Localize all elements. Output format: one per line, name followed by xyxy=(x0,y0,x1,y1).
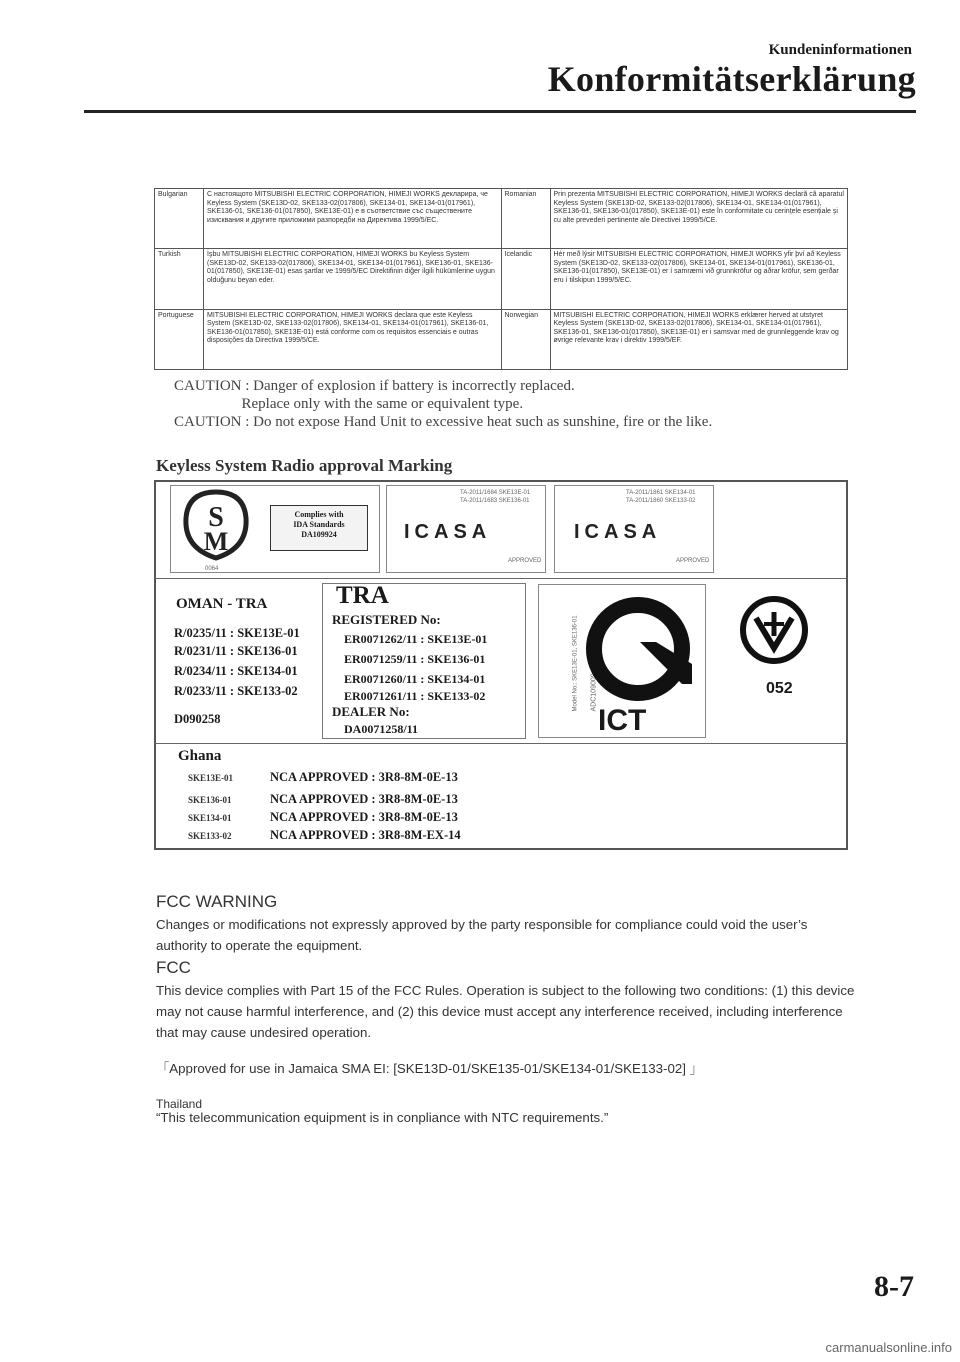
tra-dealer-label: DEALER No: xyxy=(332,704,410,719)
fcc-text: This device complies with Part 15 of the FCC Rules. Operation is subject to the following two conditions: (1) this device may not cause harmful interference, and (2) this device must accept any interference received, including interference that may cause undesired operation. xyxy=(156,983,855,1040)
page-number: 8-7 xyxy=(874,1270,914,1303)
ict-side-code: ADC109009 xyxy=(590,673,598,712)
fcc-title: FCC xyxy=(156,958,191,977)
lang-cell: Romanian xyxy=(501,189,550,249)
declaration-cell: MITSUBISHI ELECTRIC CORPORATION, HIMEJI WORKS erklærer herved at utstyret Keyless System (SKE13D-02, SKE133-02(017806), SKE134-01, SKE134-01(017961), SKE136-01, SKE136-01(017850), SKE13E-01) er i samsvar med de grunnleggende krav og øvrige relevante krav i direktiv 1999/5/EF. xyxy=(550,309,848,369)
ghana-nca: NCA APPROVED : 3R8-8M-EX-14 xyxy=(270,828,461,842)
ghana-nca: NCA APPROVED : 3R8-8M-0E-13 xyxy=(270,792,458,806)
fcc-warning-text: Changes or modifications not expressly approved by the party responsible for compliance could void the user’s authority to operate the equipment. xyxy=(156,917,808,953)
declaration-table xyxy=(154,188,848,370)
approved-text: APPROVED xyxy=(508,558,542,564)
svg-text:M: M xyxy=(203,527,229,556)
ukraine-code: 052 xyxy=(766,680,793,697)
page-title: Konformitätserklärung xyxy=(547,59,916,99)
declaration-cell: Prin prezenta MITSUBISHI ELECTRIC CORPORATION, HIMEJI WORKS declară că aparatul Keyless System (SKE13D-02, SKE133-02(017806), SKE134-01, SKE134-01(017961), SKE136-01, SKE136-01(017850), SKE13E-01) este în conformitate cu cerințele esențiale și cu alte prevederi pertinente ale Directivei 1999/5/CE. xyxy=(550,189,848,249)
lang-cell: Norwegian xyxy=(501,309,550,369)
declaration-cell: İşbu MITSUBISHI ELECTRIC CORPORATION, HIMEJI WORKS bu Keyless System (SKE13D-02, SKE133-02(017806), SKE134-01, SKE134-01(017961), SKE136-01, SKE136-01(017850), SKE13E-01) esas şartlar ve 1999/5/EC Direktifinin diğer ilgili hükümlerine uygun olduğunu beyan eder. xyxy=(204,249,502,309)
oman-line: R/0234/11 : SKE134-01 xyxy=(174,664,298,678)
watermark: carmanualsonline.info xyxy=(825,1340,952,1355)
approved-text: APPROVED xyxy=(676,558,710,564)
lang-cell: Bulgarian xyxy=(155,189,204,249)
ghana-nca: NCA APPROVED : 3R8-8M-0E-13 xyxy=(270,810,458,824)
declaration-cell: MITSUBISHI ELECTRIC CORPORATION, HIMEJI WORKS declara que este Keyless System (SKE13D-02, SKE133-02(017806), SKE134-01, SKE134-01(017961), SKE136-01, SKE136-01(017850), SKE13E-01) está conforme com os requisitos essenciais e outras disposições da Directiva 1999/5/CE. xyxy=(204,309,502,369)
table-row xyxy=(155,189,848,249)
oman-line: R/0235/11 : SKE13E-01 xyxy=(174,626,300,640)
oman-dealer: D090258 xyxy=(174,712,221,726)
ict-logo-icon xyxy=(582,594,694,704)
tra-line: ER0071260/11 : SKE134-01 xyxy=(344,672,486,686)
oman-title: OMAN - TRA xyxy=(176,596,268,612)
ghana-code: SKE134-01 xyxy=(188,813,232,823)
tra-dealer-no: DA0071258/11 xyxy=(344,722,419,736)
fcc-warning-title: FCC WARNING xyxy=(156,892,278,911)
thailand-title: Thailand xyxy=(156,1097,203,1111)
ict-label: ICT xyxy=(598,704,647,737)
icasa-line: TA-2011/1861 SKE134-01 xyxy=(626,490,696,496)
complies-line: IDA Standards xyxy=(293,520,345,529)
tra-line: ER0071261/11 : SKE133-02 xyxy=(344,689,486,703)
icasa-line: TA-2011/1860 SKE133-02 xyxy=(626,498,696,504)
tra-registered-label: REGISTERED No: xyxy=(332,612,441,627)
oman-line: R/0231/11 : SKE136-01 xyxy=(174,644,298,658)
table-row xyxy=(155,309,848,369)
complies-line: Complies with xyxy=(294,510,344,519)
jamaica-approval: 「Approved for use in Jamaica SMA EI: [SKE13D-01/SKE135-01/SKE134-01/SKE133-02] 」 xyxy=(156,1061,703,1076)
lang-cell: Icelandic xyxy=(501,249,550,309)
table-row xyxy=(155,249,848,309)
declaration-cell: Hér með lýsir MITSUBISHI ELECTRIC CORPORATION, HIMEJI WORKS yfir því að Keyless System (SKE13D-02, SKE133-02(017806), SKE134-01, SKE134-01(017961), SKE136-01, SKE136-01(017850), SKE13E-01) er í samræmi við grunnkröfur og aðrar kröfur, sem gerðar eru í tilskipun 1999/5/EC. xyxy=(550,249,848,309)
icasa-line: TA-2011/1683 SKE136-01 xyxy=(460,498,530,504)
tra-line: ER0071262/11 : SKE13E-01 xyxy=(344,632,488,646)
ghana-title: Ghana xyxy=(178,748,222,764)
tra-title: TRA xyxy=(336,582,389,609)
section-kicker: Kundeninformationen xyxy=(768,42,912,58)
ida-complies-box xyxy=(270,505,368,551)
lang-cell: Turkish xyxy=(155,249,204,309)
icasa-line: TA-2011/1684 SKE13E-01 xyxy=(460,490,531,496)
oman-line: R/0233/11 : SKE133-02 xyxy=(174,684,298,698)
sm-code: 0064 xyxy=(205,566,219,572)
row-divider xyxy=(155,743,847,744)
ict-side-text: Model No.: SKE13E-01, SKE136-01 xyxy=(572,615,579,712)
complies-line: DA109924 xyxy=(301,530,337,539)
caution-line: Replace only with the same or equivalent type. xyxy=(174,396,524,412)
ukraine-conformity-icon xyxy=(734,592,824,672)
marking-title: Keyless System Radio approval Marking xyxy=(156,456,453,475)
lang-cell: Portuguese xyxy=(155,309,204,369)
row-divider xyxy=(155,578,847,579)
svg-text:S: S xyxy=(208,502,224,533)
caution-line: CAUTION : Danger of explosion if battery is incorrectly replaced. xyxy=(174,378,575,394)
ghana-code: SKE136-01 xyxy=(188,795,232,805)
ghana-code: SKE13E-01 xyxy=(188,773,234,783)
caution-line: CAUTION : Do not expose Hand Unit to excessive heat such as sunshine, fire or the like. xyxy=(174,414,713,430)
ghana-nca: NCA APPROVED : 3R8-8M-0E-13 xyxy=(270,770,458,784)
thailand-text: “This telecommunication equipment is in conpliance with NTC requirements.” xyxy=(156,1110,609,1125)
sm-mark-icon xyxy=(176,488,256,564)
icasa-logo-text: ICASA xyxy=(404,521,492,543)
tra-line: ER0071259/11 : SKE136-01 xyxy=(344,652,486,666)
declaration-cell: С настоящото MITSUBISHI ELECTRIC CORPORATION, HIMEJI WORKS декларира, че Keyless System (SKE13D-02, SKE133-02(017806), SKE134-01, SKE134-01(017961), SKE136-01, SKE136-01(017850), SKE13E-01) е в съответствие със съществените изисквания и другите приложими разпоредби на Директива 1999/5/ЕС. xyxy=(204,189,502,249)
ghana-code: SKE133-02 xyxy=(188,831,232,841)
header-rule xyxy=(84,110,916,113)
icasa-logo-text: ICASA xyxy=(574,521,662,543)
